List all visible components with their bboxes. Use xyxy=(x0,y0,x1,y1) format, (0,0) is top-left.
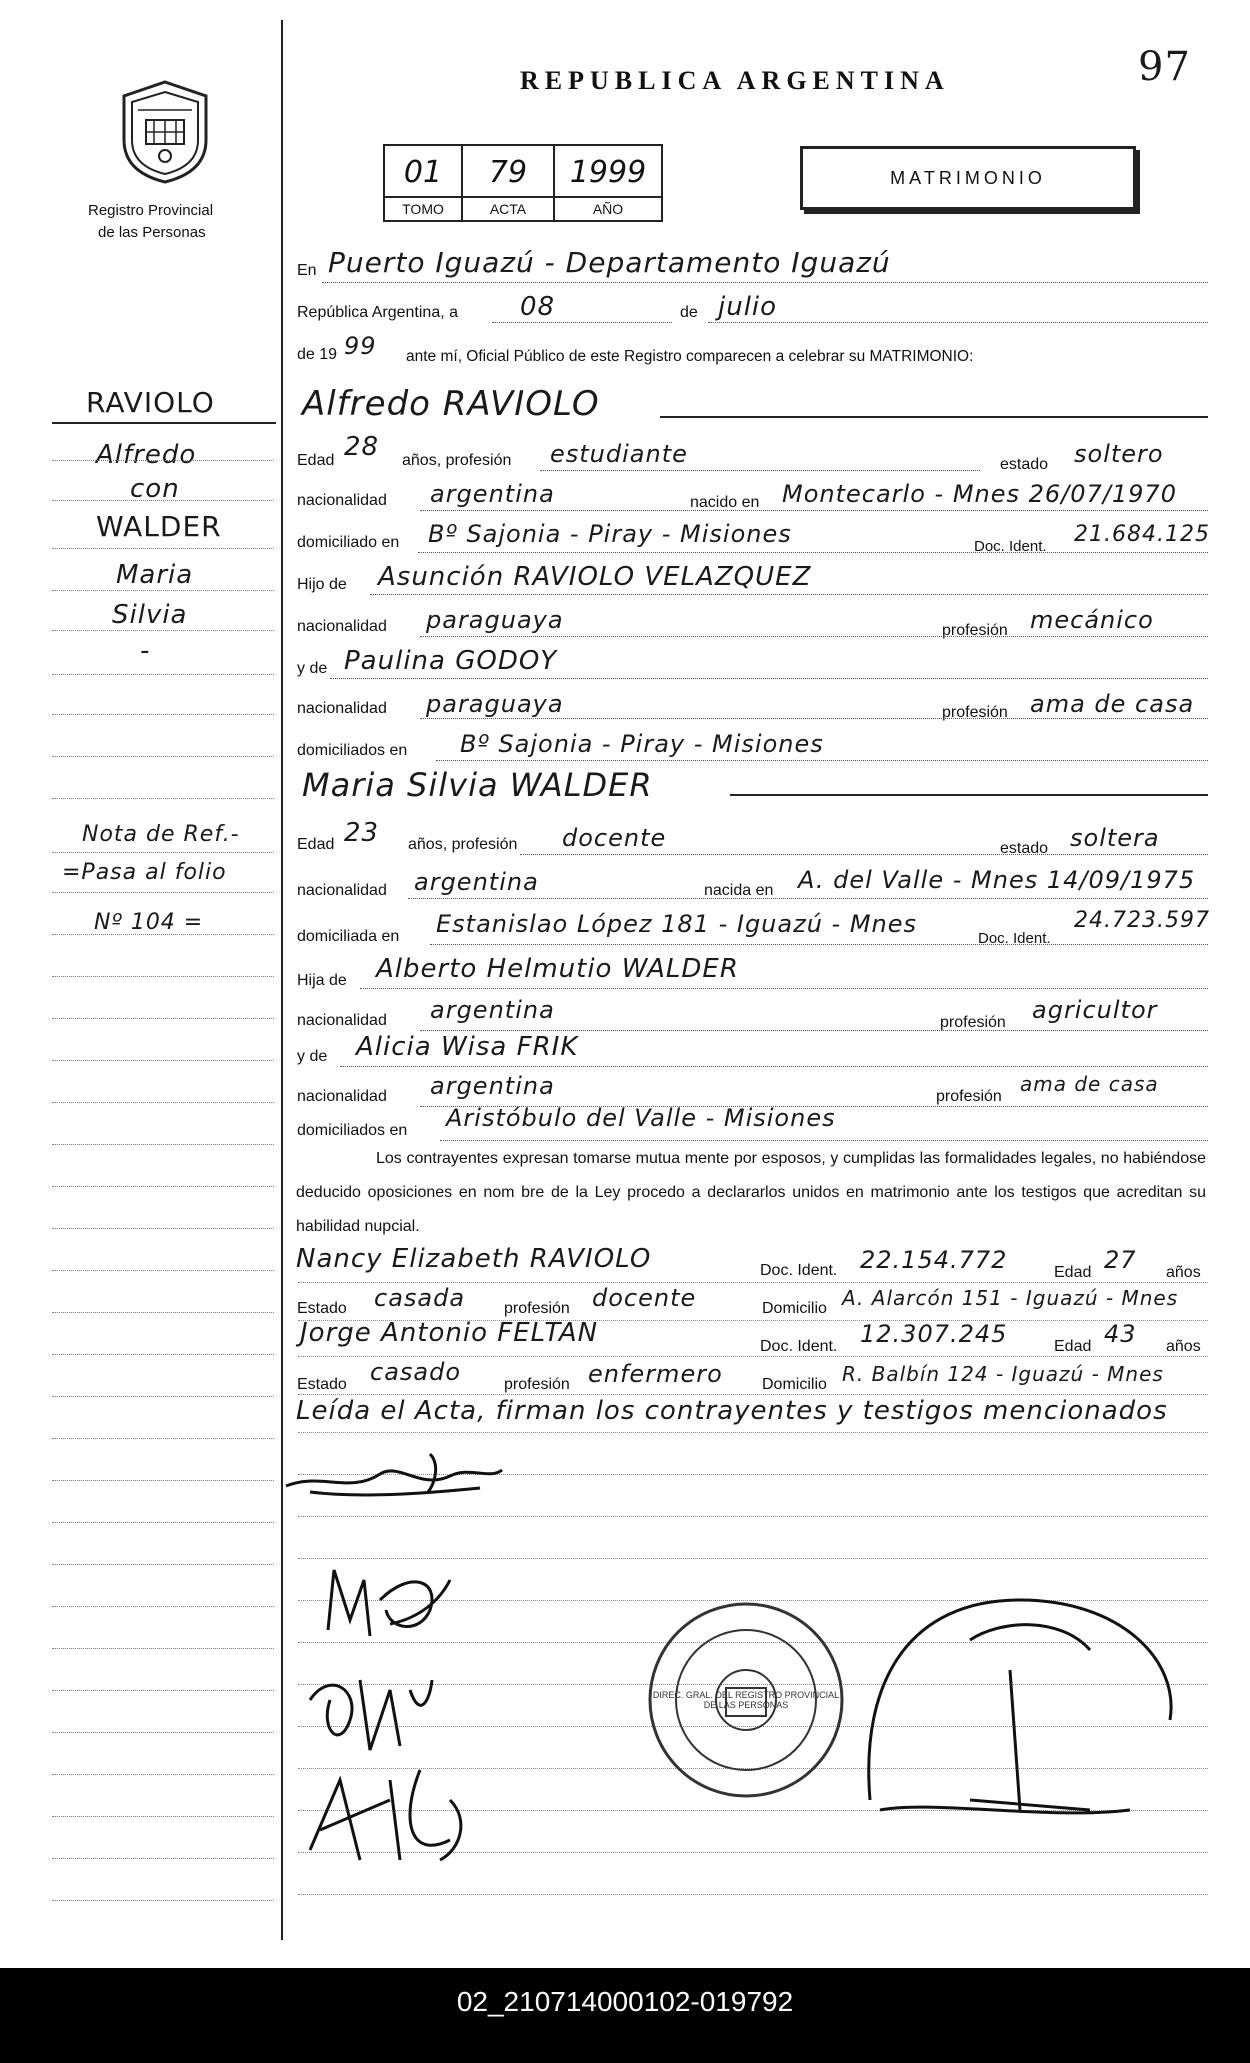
witness2-name: Jorge Antonio FELTAN xyxy=(300,1318,599,1348)
footer-code: 02_210714000102-019792 xyxy=(456,1986,794,2017)
margin-rule xyxy=(52,1522,274,1523)
witness2-dom: R. Balbín 124 - Iguazú - Mnes xyxy=(842,1362,1164,1386)
ano-box xyxy=(553,144,663,222)
line-rule xyxy=(360,988,1208,989)
margin-rule xyxy=(52,1480,274,1481)
margin-rule xyxy=(52,1774,274,1775)
bride-estado: soltera xyxy=(1070,824,1160,852)
margin-rule xyxy=(52,714,274,715)
margin-rule xyxy=(52,1606,274,1607)
witness1-estado: casada xyxy=(374,1284,466,1312)
signature-witness1 xyxy=(300,1660,440,1760)
republic-label: República Argentina, a xyxy=(297,304,458,321)
bride-edad-label: Edad xyxy=(297,836,335,853)
bride-doc: 24.723.597 xyxy=(1074,908,1210,933)
witness2-doc-label: Doc. Ident. xyxy=(760,1338,838,1355)
line-rule xyxy=(408,898,1208,899)
witness2-doc: 12.307.245 xyxy=(860,1320,1008,1348)
margin-rule xyxy=(52,548,274,549)
bride-nac: argentina xyxy=(414,868,539,896)
margin-rule xyxy=(52,1900,274,1901)
signature-witness2 xyxy=(300,1760,480,1870)
month: julio xyxy=(718,292,778,322)
bride-nac-label: nacionalidad xyxy=(297,882,387,899)
margin-rule xyxy=(52,590,274,591)
line-rule xyxy=(420,1106,1208,1107)
margin-rule xyxy=(52,798,274,799)
groom-estado: soltero xyxy=(1074,440,1164,468)
record-type-box xyxy=(800,146,1136,210)
margin-underline xyxy=(52,422,276,424)
groom-dom-label: domiciliado en xyxy=(297,534,400,551)
margin-rule xyxy=(52,1102,274,1103)
margin-divider xyxy=(281,20,283,1940)
groom-father-prof: mecánico xyxy=(1030,606,1154,634)
header-text: ante mí, Oficial Público de este Registro comparecen a celebrar su MATRIMONIO: xyxy=(406,348,974,365)
groom-mother-prof: ama de casa xyxy=(1030,690,1195,718)
acta-box xyxy=(461,144,555,222)
witness1-doc-label: Doc. Ident. xyxy=(760,1262,838,1279)
year-prefix: de 19 xyxy=(297,346,338,363)
witness1-edad-label: Edad xyxy=(1054,1264,1092,1281)
line-rule xyxy=(370,594,1208,595)
bride-nacida: A. del Valle - Mnes 14/09/1975 xyxy=(798,866,1196,894)
bride-nacida-label: nacida en xyxy=(704,882,774,899)
margin-rule xyxy=(52,934,274,935)
margin-name2a: Maria xyxy=(116,560,194,590)
margin-rule xyxy=(52,1396,274,1397)
witness2-dom-label: Domicilio xyxy=(762,1376,827,1393)
signature-bride xyxy=(320,1560,460,1650)
groom-yde-label: y de xyxy=(297,660,328,677)
margin-rule xyxy=(52,1858,274,1859)
en-label: En xyxy=(297,262,317,279)
bride-father-nac: argentina xyxy=(430,996,555,1024)
groom-mother-nac: paraguaya xyxy=(426,690,564,718)
groom-parents-dom: Bº Sajonia - Piray - Misiones xyxy=(460,730,824,758)
bride-mother-nac: argentina xyxy=(430,1072,555,1100)
groom-name: Alfredo RAVIOLO xyxy=(302,384,600,424)
groom-prof-line xyxy=(540,470,980,471)
registry-line2: de las Personas xyxy=(98,224,206,241)
closing-text: Leída el Acta, firman los contrayentes y testigos mencionados xyxy=(296,1396,1168,1426)
margin-rule xyxy=(52,1564,274,1565)
margin-rule xyxy=(52,1228,274,1229)
groom-doc-label: Doc. Ident. xyxy=(974,538,1047,555)
groom-prof: estudiante xyxy=(550,440,688,468)
year-suffix: 99 xyxy=(344,332,377,360)
margin-dash: - xyxy=(140,636,151,666)
line-rule xyxy=(430,944,1208,945)
margin-rule xyxy=(52,500,274,501)
witness1-name: Nancy Elizabeth RAVIOLO xyxy=(296,1244,652,1274)
margin-rule xyxy=(52,892,274,893)
margin-rule xyxy=(52,1270,274,1271)
groom-father: Asunción RAVIOLO VELAZQUEZ xyxy=(378,562,812,592)
bride-father-prof: agricultor xyxy=(1032,996,1158,1024)
margin-note3: Nº 104 = xyxy=(94,910,204,935)
record-type: MATRIMONIO xyxy=(890,167,1046,188)
de-label: de xyxy=(680,304,698,321)
bride-parents-dom-label: domiciliados en xyxy=(297,1122,408,1139)
line-rule xyxy=(420,718,1208,719)
line-rule xyxy=(420,510,1208,511)
line-rule xyxy=(440,1140,1208,1141)
bride-estado-label: estado xyxy=(1000,840,1049,857)
body-rule xyxy=(298,1432,1208,1433)
bride-edad: 23 xyxy=(344,818,380,848)
body-rule xyxy=(298,1516,1208,1517)
witness1-estado-label: Estado xyxy=(297,1300,347,1317)
groom-doc: 21.684.125 xyxy=(1074,522,1210,547)
bride-father-prof-label: profesión xyxy=(940,1014,1006,1031)
groom-edad: 28 xyxy=(344,432,380,462)
witness2-edad-label: Edad xyxy=(1054,1338,1092,1355)
bride-yde-label: y de xyxy=(297,1048,328,1065)
line-rule xyxy=(330,678,1208,679)
bride-father-nac-label: nacionalidad xyxy=(297,1012,387,1029)
tomo-value: 01 xyxy=(403,154,443,190)
groom-father-nac: paraguaya xyxy=(426,606,564,634)
place: Puerto Iguazú - Departamento Iguazú xyxy=(328,246,891,279)
line-rule xyxy=(340,1066,1208,1067)
declaration-text: Los contrayentes expresan tomarse mutua mente por esposos, y cumplidas las formalidades legales, no habiéndose deducido oposiciones en nom bre de la Ley procedo a declararlos unidos en matrimonio ante los testigos que acreditan su habilidad nupcial. xyxy=(296,1150,1206,1235)
witness1-anos-label: años xyxy=(1166,1264,1201,1281)
groom-name-line xyxy=(660,416,1208,418)
groom-mother-prof-label: profesión xyxy=(942,704,1008,721)
margin-note1: Nota de Ref.- xyxy=(82,822,240,847)
margin-surname2: WALDER xyxy=(96,510,222,543)
groom-mother-nac-label: nacionalidad xyxy=(297,700,387,717)
groom-mother: Paulina GODOY xyxy=(344,646,558,676)
witness1-doc: 22.154.772 xyxy=(860,1246,1008,1274)
line-rule xyxy=(420,636,1208,637)
ano-label: AÑO xyxy=(555,196,661,220)
witness2-anos-label: años xyxy=(1166,1338,1201,1355)
groom-nacido: Montecarlo - Mnes 26/07/1970 xyxy=(782,480,1177,508)
body-rule xyxy=(298,1320,1208,1321)
margin-rule xyxy=(52,976,274,977)
bride-dom: Estanislao López 181 - Iguazú - Mnes xyxy=(436,910,918,938)
witness1-dom: A. Alarcón 151 - Iguazú - Mnes xyxy=(842,1286,1179,1310)
margin-surname1: RAVIOLO xyxy=(86,386,215,419)
bride-dom-label: domiciliada en xyxy=(297,928,400,945)
margin-rule xyxy=(52,1690,274,1691)
witness1-edad: 27 xyxy=(1104,1246,1137,1274)
signature-groom xyxy=(280,1444,510,1504)
bride-name: Maria Silvia WALDER xyxy=(302,766,653,804)
margin-rule xyxy=(52,1354,274,1355)
witness1-prof-label: profesión xyxy=(504,1300,570,1317)
signature-officer xyxy=(850,1560,1210,1860)
body-rule xyxy=(298,1894,1208,1895)
bride-parents-dom: Aristóbulo del Valle - Misiones xyxy=(446,1104,836,1132)
witness2-estado: casado xyxy=(370,1358,462,1386)
bride-prof-label: años, profesión xyxy=(408,836,518,853)
witness1-dom-label: Domicilio xyxy=(762,1300,827,1317)
registry-line1: Registro Provincial xyxy=(88,202,214,219)
page-number: 97 xyxy=(1138,44,1191,90)
body-rule xyxy=(298,1282,1208,1283)
line-rule xyxy=(520,854,1208,855)
margin-rule xyxy=(52,1144,274,1145)
ano-value: 1999 xyxy=(569,154,647,190)
body-rule xyxy=(298,1558,1208,1559)
bride-mother-nac-label: nacionalidad xyxy=(297,1088,387,1105)
official-stamp-text: DIREC. GRAL. DEL REGISTRO PROVINCIAL DE LAS PERSONAS xyxy=(652,1690,840,1710)
tomo-label: TOMO xyxy=(385,196,461,220)
margin-rule xyxy=(52,852,274,853)
margin-rule xyxy=(52,1018,274,1019)
bride-prof: docente xyxy=(562,824,667,852)
groom-edad-label: Edad xyxy=(297,452,335,469)
witness2-prof: enfermero xyxy=(588,1360,723,1388)
groom-estado-label: estado xyxy=(1000,456,1049,473)
groom-prof-label: años, profesión xyxy=(402,452,512,469)
country-title: REPUBLICA ARGENTINA xyxy=(520,66,950,95)
day-line xyxy=(492,322,672,323)
day: 08 xyxy=(520,292,556,322)
margin-rule xyxy=(52,1060,274,1061)
groom-hijo-label: Hijo de xyxy=(297,576,347,593)
acta-label: ACTA xyxy=(463,196,553,220)
witness2-estado-label: Estado xyxy=(297,1376,347,1393)
groom-dom: Bº Sajonia - Piray - Misiones xyxy=(428,520,792,548)
margin-rule xyxy=(52,460,274,461)
margin-name2b: Silvia xyxy=(112,600,188,630)
margin-rule xyxy=(52,674,274,675)
margin-rule xyxy=(52,756,274,757)
margin-name1: Alfredo xyxy=(96,440,197,470)
bride-father: Alberto Helmutio WALDER xyxy=(376,954,739,984)
witness2-edad: 43 xyxy=(1104,1320,1137,1348)
margin-rule xyxy=(52,1186,274,1187)
groom-nacido-label: nacido en xyxy=(690,494,760,511)
acta-value: 79 xyxy=(488,154,528,190)
tomo-box xyxy=(383,144,463,222)
line-rule xyxy=(436,760,1208,761)
margin-rule xyxy=(52,1312,274,1313)
bride-name-line xyxy=(730,794,1208,796)
witness2-prof-label: profesión xyxy=(504,1376,570,1393)
line-rule xyxy=(420,1030,1208,1031)
margin-rule xyxy=(52,1648,274,1649)
body-rule xyxy=(298,1356,1208,1357)
bride-hija-label: Hija de xyxy=(297,972,347,989)
groom-father-nac-label: nacionalidad xyxy=(297,618,387,635)
margin-rule xyxy=(52,1438,274,1439)
groom-parents-dom-label: domiciliados en xyxy=(297,742,408,759)
margin-note2: =Pasa al folio xyxy=(62,860,227,885)
groom-father-prof-label: profesión xyxy=(942,622,1008,639)
bride-doc-label: Doc. Ident. xyxy=(978,930,1051,947)
margin-rule xyxy=(52,1732,274,1733)
groom-nac: argentina xyxy=(430,480,555,508)
margin-rule xyxy=(52,1816,274,1817)
place-line xyxy=(322,282,1208,283)
margin-con: con xyxy=(130,474,180,504)
registry-seal xyxy=(118,80,212,184)
witness1-prof: docente xyxy=(592,1284,697,1312)
bride-mother: Alicia Wisa FRIK xyxy=(356,1032,579,1062)
bride-mother-prof: ama de casa xyxy=(1020,1072,1159,1096)
bride-mother-prof-label: profesión xyxy=(936,1088,1002,1105)
line-rule xyxy=(418,552,1208,553)
margin-rule xyxy=(52,630,274,631)
body-rule xyxy=(298,1394,1208,1395)
month-line xyxy=(708,322,1208,323)
groom-nac-label: nacionalidad xyxy=(297,492,387,509)
